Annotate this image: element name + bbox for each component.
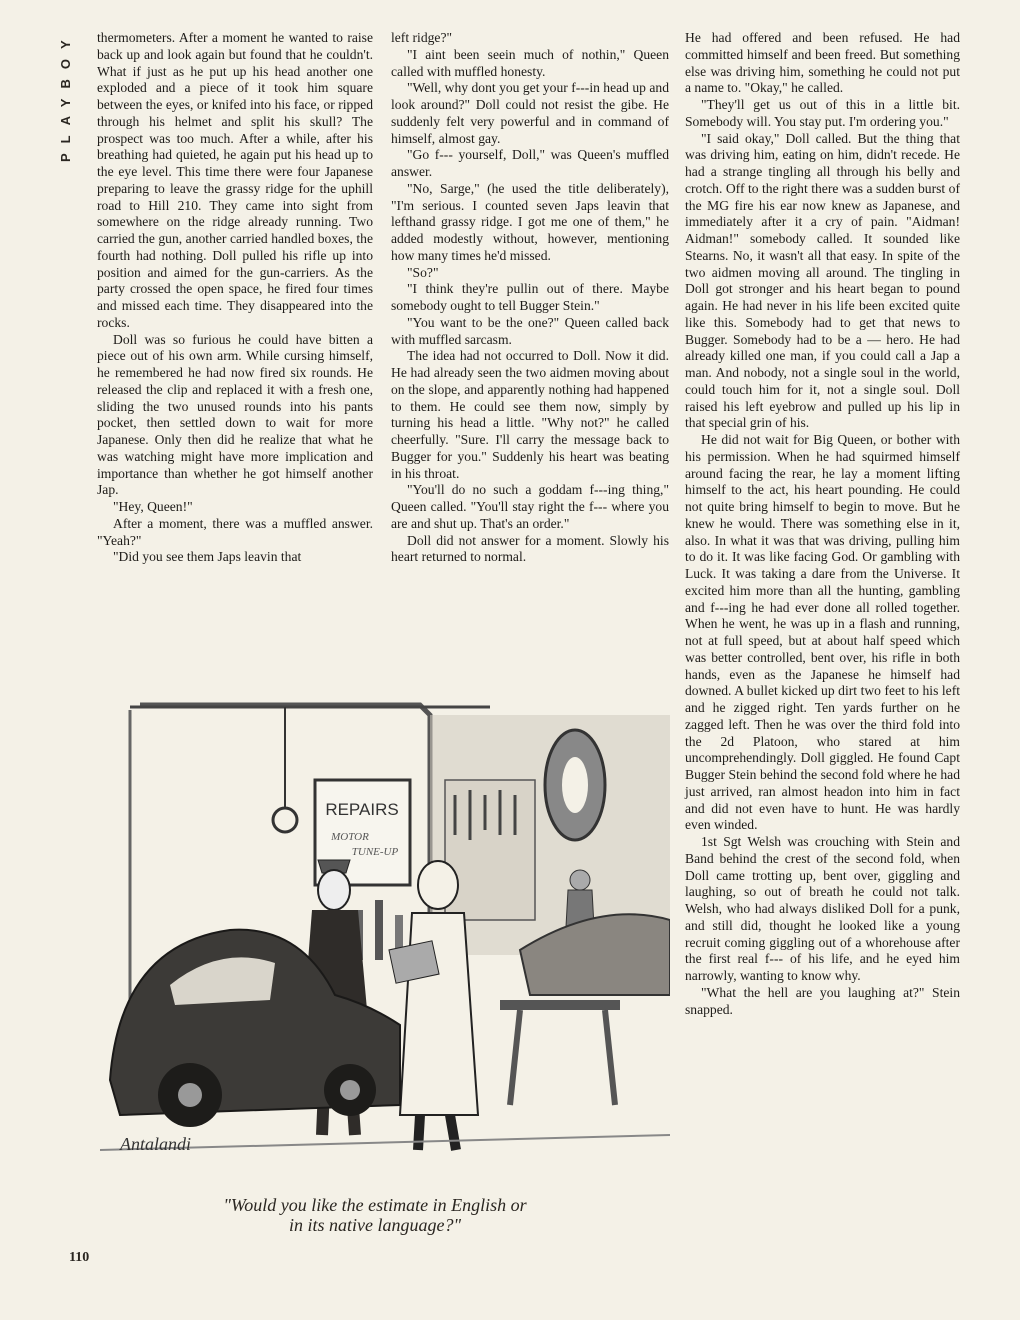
paragraph: 1st Sgt Welsh was crouching with Stein and Band behind the crest of the second fold, when Doll came trotting up, bent over, giggling and laughing, so out of breath he could not talk. Welsh, who had always disliked Doll for a punk, and still did, thought he looked like a young recruit coming giggling out of a whorehouse after the first real f--- of his life, and he eyed him narrowly, wanting to know why.: [685, 834, 960, 983]
paragraph: He did not wait for Big Queen, or bother with his permission. When he had squirmed himself around facing the rear, he lay a moment lifting himself to the act, his heart pounding. He could not quite bring himself to begin to move. But he knew he would. There was something else in it, also. In what it was that was driving, pulling him to do it. It was like facing God. Or gambling with Luck. It was taking a dare from the Universe. It excited him more than all the hunting, gambling and f---ing he had ever done all rolled together. When he went, he was up in a flash and running, not at full speed, but at about half speed which was better controlled, bent over, his rifle in both hands, even as the Japanese he himself had downed. A bullet kicked up dirt two feet to his left and he zigged right. Ten yards further on he zagged left. Then he was over the third fold into the 2d Platoon, who stared at him uncomprehendingly. Doll giggled. He found Capt Bugger Stein behind the second fold where he had just arrived, ran almost headon into him in fact and did not even have to hunt. He was hardly even winded.: [685, 432, 960, 833]
paragraph: "What the hell are you laughing at?" Stein snapped.: [685, 984, 960, 1017]
cartoon-caption: [120, 1195, 630, 1235]
sign-main-text: REPAIRS: [325, 800, 399, 819]
workbench: [500, 1000, 620, 1105]
text-column-3: [685, 30, 960, 1270]
paragraph: "You want to be the one?" Queen called back with muffled sarcasm.: [391, 314, 669, 347]
paragraph: thermometers. After a moment he wanted to raise back up and look again but found that he couldn't. What if just as he put up his head another one exploded and a piece of it took him square between the eyes, or knifed into his face, or ripped through his helmet and split his skull? The prospect was too much. After a while, after his breathing had quieted, he again put his head up to the eye level. This time there were four Japanese preparing to leave the grassy ridge for the uphill road to Hill 210. They came into sight from somewhere on the ridge already running. Two carried the gun, another carried handled boxes, the fourth had nothing. Doll pulled his rifle up into position and aimed for the gun-carriers. As the party crossed the open space, he fired four times and missed each time. They disappeared into the rocks.: [97, 30, 373, 330]
artist-signature: Antalandi: [120, 1134, 191, 1154]
paragraph: "Hey, Queen!": [113, 499, 193, 514]
paragraph: Doll did not answer for a moment. Slowly his heart returned to normal.: [391, 532, 669, 565]
paragraph: He had offered and been refused. He had committed himself and been freed. But something else was driving him, something he could not put a name to. "Okay," he called.: [685, 30, 960, 96]
text-column-1: [97, 30, 373, 670]
paragraph: The idea had not occurred to Doll. Now it did. He had already seen the two aidmen moving about on the slope, and apparently nothing had happened to them. He could see them now, simply by turning his head a little. "Why not?" he called cheerfully. "Sure. I'll carry the message back to Bugger for you." Suddenly his heart was beating in his throat.: [391, 348, 669, 481]
paragraph: "So?": [407, 264, 439, 280]
sign-sub-text-1: MOTOR: [331, 831, 369, 843]
paragraph: "I aint been seein much of nothin," Queen called with muffled honesty.: [391, 46, 669, 79]
lamp-icon: [273, 707, 297, 832]
paragraph: "I said okay," Doll called. But the thing that was driving him, eating on him, didn't recede. He had a strange tingling all through his belly and crotch. Off to the right there was a sudden burst of the MG fire his ear now knew as Japanese, and immediately after it a cry of pain. "Aidman! Aidman!" somebody called. It sounded like Stearns. No, it wasn't all that easy. In spite of the two aidmen moving all around. The tingling in Doll got stronger and his heart began to pound again. He had never in his life been excited quite like this. Somebody had to get that news to Bugger. Somebody had to be a — hero. He had already killed one man, if you could call a Jap a man. And nobody, not a single soul in the world, could touch him for it, not a single soul. Doll raised his left eyebrow and pulled up his lip in that special grin of his.: [685, 130, 960, 431]
cartoon-illustration: [100, 695, 670, 1170]
paragraph: "Go f--- yourself, Doll," was Queen's muffled answer.: [391, 147, 669, 179]
paragraph: Doll was so furious he could have bitten a piece out of his own arm. While cursing himself, he remembered he had now fired six rounds. He released the clip and replaced it with a fresh one, sliding the two unused rounds into his pants pocket, then settled down to wait for more Japanese. Only then did he realize that what he was watching might have more implication and importance than whether he got himself another Jap.: [97, 331, 373, 498]
paragraph: "I think they're pullin out of there. Maybe somebody ought to tell Bugger Stein.": [391, 281, 669, 313]
paragraph: left ridge?": [391, 30, 453, 45]
page-number: 110: [69, 1250, 90, 1265]
paragraph: "You'll do no such a goddam f---ing thing," Queen called. "You'll stay right the f--- where you are and shut up. That's an order.": [391, 482, 669, 531]
paragraph: After a moment, there was a muffled answer. "Yeah?": [97, 515, 373, 548]
text-column-2: [391, 30, 669, 670]
paragraph: "Well, why dont you get your f---in head up and look around?" Doll could not resist the gibe. He suddenly felt very powerful and in command of himself, almost gay.: [391, 80, 669, 146]
caption-line-2: in its native language?": [288, 1215, 462, 1235]
paragraph: "They'll get us out of this in a little bit. Somebody will. You stay put. I'm ordering you.": [685, 97, 960, 129]
sign-sub-text-2: TUNE-UP: [351, 846, 399, 858]
paragraph: "No, Sarge," (he used the title deliberately), "I'm serious. I counted seven Japs leavin that lefthand grassy ridge. I got me one of them," he added modestly without, however, mentioning how many times he'd missed.: [391, 180, 669, 263]
magazine-brand: PLAYBOY: [58, 30, 73, 162]
paragraph: "Did you see them Japs leavin that: [113, 549, 302, 565]
caption-line-1: "Would you like the estimate in English or: [223, 1195, 527, 1215]
